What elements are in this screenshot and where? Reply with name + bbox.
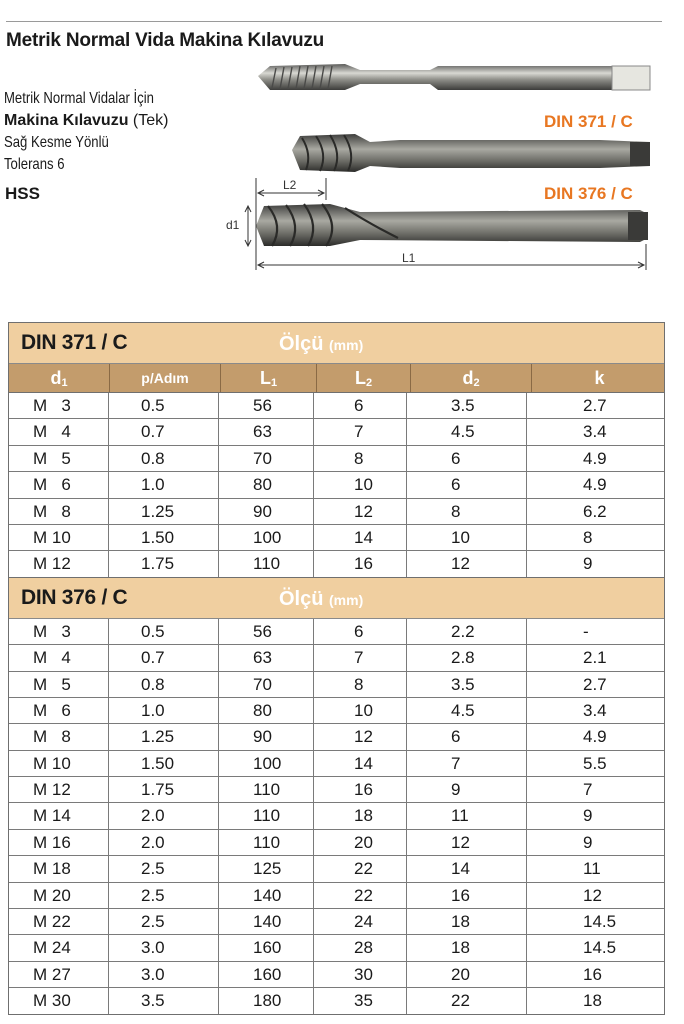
olcu-label: Ölçü <box>279 333 324 355</box>
table-cell: 2.8 <box>407 645 527 670</box>
table-cell: 1.0 <box>109 472 219 497</box>
desc-line-2-bold: Makina Kılavuzu <box>4 112 129 129</box>
table-cell: M 5 <box>9 446 109 471</box>
table-cell: 2.2 <box>407 619 527 644</box>
table-cell: M 8 <box>9 499 109 524</box>
table-cell: 100 <box>219 751 314 776</box>
table-cell: 4.9 <box>583 727 607 747</box>
table-row <box>9 883 664 909</box>
table-row <box>9 472 664 498</box>
desc-line-3: Sağ Kesme Yönlü <box>4 134 109 151</box>
table-cell: 1.75 <box>109 551 219 576</box>
table-row <box>9 803 664 829</box>
table-cell: 0.8 <box>109 672 219 697</box>
table-cell: 30 <box>314 962 407 987</box>
page-title: Metrik Normal Vida Makina Kılavuzu <box>6 30 325 51</box>
table-cell: 14 <box>314 525 407 550</box>
table-row <box>9 724 664 750</box>
table-cell: 3.4 <box>583 700 607 720</box>
table-cell: 160 <box>219 935 314 960</box>
table-cell: 2.5 <box>109 883 219 908</box>
dim-d1-label: d1 <box>226 218 240 232</box>
table-cell: 24 <box>314 909 407 934</box>
table-cell: 7 <box>407 751 527 776</box>
table-cell: 1.75 <box>109 777 219 802</box>
table-cell: 7 <box>583 780 593 800</box>
col-d1: $d_1$ <box>9 364 110 392</box>
table-cell: 110 <box>219 803 314 828</box>
table-row <box>9 751 664 777</box>
table-cell: 10 <box>314 472 407 497</box>
table-cell: M 3 <box>9 393 109 418</box>
table-cell: 140 <box>219 883 314 908</box>
table-cell: 18 <box>583 991 602 1011</box>
table-cell: M 12 <box>9 777 109 802</box>
table-cell: 110 <box>219 830 314 855</box>
table-cell: 16 <box>314 551 407 576</box>
table-cell: 6 <box>407 472 527 497</box>
section-header-371 <box>9 323 664 364</box>
table-cell: 22 <box>314 883 407 908</box>
table-cell: M 30 <box>9 988 109 1013</box>
table-cell: 10 <box>314 698 407 723</box>
column-headers <box>9 364 664 393</box>
spiral-tap-image-376 <box>256 204 648 246</box>
table-cell: 14 <box>314 751 407 776</box>
table-cell: 14.5 <box>583 938 617 958</box>
table-cell: 3.5 <box>407 672 527 697</box>
desc-line-2-rest: (Tek) <box>128 112 169 129</box>
table-cell: 16 <box>314 777 407 802</box>
col-pitch: p/Adım <box>110 364 221 392</box>
table-cell: 0.5 <box>109 393 219 418</box>
section-olcu-371 <box>279 333 363 356</box>
table-cell: M 6 <box>9 472 109 497</box>
table-cell: 18 <box>407 909 527 934</box>
table-cell: 9 <box>583 806 593 826</box>
table-cell: 70 <box>219 672 314 697</box>
table-cell: 6.2 <box>583 501 607 521</box>
table-cell: 0.7 <box>109 419 219 444</box>
desc-line-1: Metrik Normal Vidalar İçin <box>4 90 154 107</box>
table-cell: 2.5 <box>109 909 219 934</box>
table-cell: M 24 <box>9 935 109 960</box>
table-row <box>9 619 664 645</box>
rows-376 <box>9 619 664 1014</box>
din-376-label: DIN 376 / C <box>544 184 633 203</box>
specs-table <box>8 322 665 1015</box>
table-cell: 16 <box>583 964 602 984</box>
table-row <box>9 672 664 698</box>
table-row <box>9 698 664 724</box>
table-cell: M 18 <box>9 856 109 881</box>
table-row <box>9 446 664 472</box>
table-cell: 20 <box>314 830 407 855</box>
table-cell: 20 <box>407 962 527 987</box>
col-k: k <box>594 368 605 388</box>
table-row <box>9 525 664 551</box>
table-cell: 110 <box>219 777 314 802</box>
table-cell: 14 <box>407 856 527 881</box>
desc-line-4: Tolerans 6 <box>4 156 65 173</box>
unit-label: (mm) <box>329 591 364 608</box>
table-cell: M 27 <box>9 962 109 987</box>
table-cell: M 10 <box>9 751 109 776</box>
table-cell: 35 <box>314 988 407 1013</box>
rows-371 <box>9 393 664 577</box>
dim-l2-label: L2 <box>283 178 297 192</box>
table-cell: 6 <box>314 393 407 418</box>
table-cell: - <box>583 621 589 641</box>
table-cell: 125 <box>219 856 314 881</box>
table-cell: 3.5 <box>109 988 219 1013</box>
table-cell: 140 <box>219 909 314 934</box>
table-cell: 7 <box>314 645 407 670</box>
table-row <box>9 551 664 576</box>
table-cell: M 4 <box>9 419 109 444</box>
table-cell: 12 <box>407 551 527 576</box>
table-cell: 2.7 <box>583 674 607 694</box>
table-cell: 3.4 <box>583 422 607 442</box>
table-cell: 8 <box>407 499 527 524</box>
table-cell: 2.1 <box>583 648 607 668</box>
table-cell: 90 <box>219 499 314 524</box>
table-cell: 90 <box>219 724 314 749</box>
table-cell: M 5 <box>9 672 109 697</box>
table-cell: M 16 <box>9 830 109 855</box>
olcu-label: Ölçü <box>279 587 324 610</box>
table-cell: 0.7 <box>109 645 219 670</box>
table-row <box>9 419 664 445</box>
table-cell: M 8 <box>9 724 109 749</box>
unit-label: (mm) <box>329 337 364 353</box>
table-cell: 1.50 <box>109 525 219 550</box>
table-row <box>9 962 664 988</box>
table-cell: M 6 <box>9 698 109 723</box>
table-cell: 2.0 <box>109 803 219 828</box>
table-row <box>9 499 664 525</box>
table-cell: M 20 <box>9 883 109 908</box>
table-cell: 12 <box>314 499 407 524</box>
table-cell: 6 <box>407 446 527 471</box>
table-cell: 3.0 <box>109 962 219 987</box>
table-cell: M 12 <box>9 551 109 576</box>
table-row <box>9 909 664 935</box>
spiral-tap-image-371 <box>292 134 650 172</box>
table-cell: 80 <box>219 698 314 723</box>
table-cell: 110 <box>219 551 314 576</box>
table-cell: 6 <box>314 619 407 644</box>
table-cell: 22 <box>407 988 527 1013</box>
table-cell: 18 <box>407 935 527 960</box>
table-cell: M 4 <box>9 645 109 670</box>
table-cell: 100 <box>219 525 314 550</box>
material-label: HSS <box>5 184 40 203</box>
table-cell: 1.25 <box>109 724 219 749</box>
table-cell: 9 <box>583 554 593 574</box>
table-cell: 0.8 <box>109 446 219 471</box>
table-cell: 0.5 <box>109 619 219 644</box>
table-cell: M 14 <box>9 803 109 828</box>
table-cell: 2.5 <box>109 856 219 881</box>
table-row <box>9 645 664 671</box>
table-cell: 1.50 <box>109 751 219 776</box>
section-title-371: DIN 371 / C <box>21 331 128 354</box>
table-cell: 12 <box>583 885 602 905</box>
table-cell: 14.5 <box>583 912 617 932</box>
table-cell: 80 <box>219 472 314 497</box>
table-cell: 4.9 <box>583 475 607 495</box>
table-cell: 8 <box>314 446 407 471</box>
col-l1: $L_1$ <box>221 364 317 392</box>
table-cell: 11 <box>407 803 527 828</box>
table-cell: 160 <box>219 962 314 987</box>
table-cell: 18 <box>314 803 407 828</box>
table-cell: 63 <box>219 419 314 444</box>
table-cell: 4.5 <box>407 698 527 723</box>
table-cell: 9 <box>407 777 527 802</box>
table-cell: 56 <box>219 619 314 644</box>
table-cell: M 10 <box>9 525 109 550</box>
table-cell: 70 <box>219 446 314 471</box>
table-cell: 1.0 <box>109 698 219 723</box>
table-row <box>9 830 664 856</box>
table-row <box>9 777 664 803</box>
table-cell: 6 <box>407 724 527 749</box>
straight-tap-image <box>258 64 650 90</box>
table-cell: 22 <box>314 856 407 881</box>
table-cell: 12 <box>407 830 527 855</box>
table-row <box>9 393 664 419</box>
table-cell: 10 <box>407 525 527 550</box>
table-cell: 63 <box>219 645 314 670</box>
table-cell: 2.0 <box>109 830 219 855</box>
table-cell: 1.25 <box>109 499 219 524</box>
table-cell: 3.0 <box>109 935 219 960</box>
dim-l1-label: L1 <box>402 251 416 265</box>
din-371-label: DIN 371 / C <box>544 112 633 131</box>
table-cell: 12 <box>314 724 407 749</box>
table-cell: 4.5 <box>407 419 527 444</box>
table-cell: M 22 <box>9 909 109 934</box>
section-header-376 <box>9 577 664 619</box>
col-l2: $L_2$ <box>317 364 411 392</box>
table-row <box>9 935 664 961</box>
table-cell: 4.9 <box>583 448 607 468</box>
table-cell: M 3 <box>9 619 109 644</box>
table-cell: 180 <box>219 988 314 1013</box>
table-cell: 8 <box>314 672 407 697</box>
table-cell: 2.7 <box>583 396 607 415</box>
section-olcu-376 <box>279 588 363 611</box>
col-d2: $d_2$ <box>411 364 532 392</box>
table-cell: 16 <box>407 883 527 908</box>
table-cell: 56 <box>219 393 314 418</box>
section-title-376: DIN 376 / C <box>21 585 128 609</box>
table-cell: 11 <box>583 859 601 879</box>
table-cell: 8 <box>583 527 593 547</box>
table-cell: 3.5 <box>407 393 527 418</box>
table-cell: 9 <box>583 832 593 852</box>
table-row <box>9 856 664 882</box>
table-cell: 7 <box>314 419 407 444</box>
table-cell: 28 <box>314 935 407 960</box>
tap-illustrations <box>0 0 684 290</box>
table-cell: 5.5 <box>583 753 607 773</box>
table-row <box>9 988 664 1013</box>
